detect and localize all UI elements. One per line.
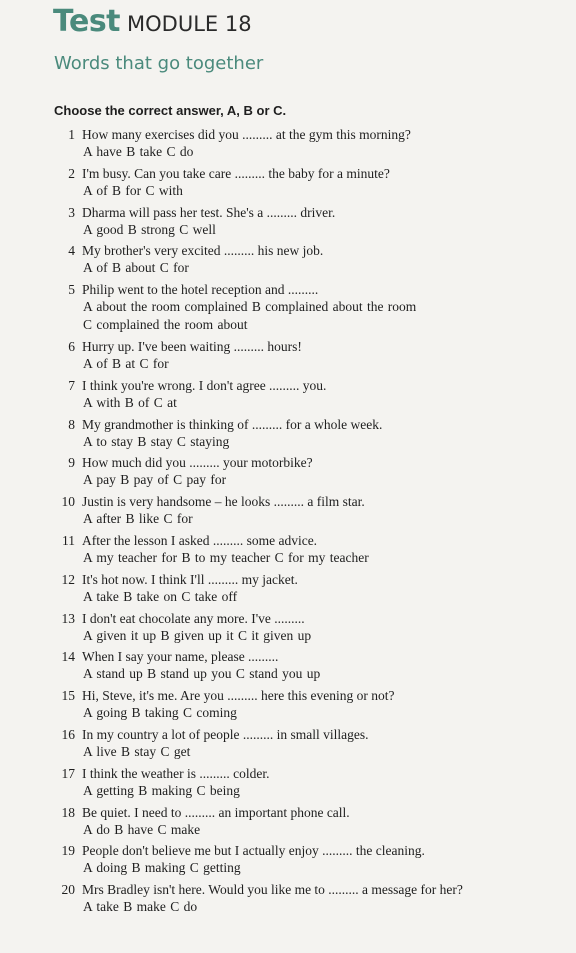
question-item [50, 610, 560, 645]
question-item [50, 242, 560, 277]
question-item [50, 338, 560, 373]
answer-options: A my teacher for B to my teacher C for my teacher [83, 549, 369, 565]
question-text: How much did you ......... your motorbike? [82, 455, 313, 471]
question-number: 16 [61, 726, 75, 742]
question-text: I'm busy. Can you take care ......... the baby for a minute? [82, 165, 390, 181]
answer-options: C complained the room about [83, 317, 248, 333]
question-text: My grandmother is thinking of ......... for a whole week. [82, 416, 383, 432]
answer-options: A with B of C at [83, 394, 177, 410]
question-number: 1 [68, 127, 75, 142]
answer-options: A take B make C do [83, 899, 198, 915]
question-text: Dharma will pass her test. She's a ......... driver. [82, 204, 336, 220]
question-item [50, 377, 560, 412]
question-number: 7 [68, 377, 75, 393]
question-item [50, 842, 560, 877]
answer-options: A of B about C for [83, 260, 189, 276]
question-number: 19 [61, 843, 75, 859]
question-item [50, 165, 560, 200]
question-text: I don't eat chocolate any more. I've ......... [82, 610, 305, 626]
question-text: Philip went to the hotel reception and ......... [82, 282, 319, 298]
question-text: How many exercises did you ......... at the gym this morning? [82, 127, 411, 142]
question-item [50, 726, 560, 761]
answer-options: A after B like C for [83, 511, 193, 527]
title-module: MODULE 18 [127, 12, 252, 36]
question-text: People don't believe me but I actually enjoy ......... the cleaning. [82, 843, 425, 859]
page-title [53, 4, 252, 39]
question-text: When I say your name, please ......... [82, 649, 279, 665]
question-item [50, 281, 560, 334]
answer-options: A getting B making C being [83, 782, 240, 798]
question-text: After the lesson I asked ......... some advice. [82, 532, 318, 548]
question-item [50, 881, 560, 916]
question-number: 18 [61, 804, 75, 820]
question-item [50, 804, 560, 839]
question-number: 12 [61, 571, 75, 587]
question-number: 17 [61, 765, 75, 781]
answer-options: A of B at C for [83, 355, 169, 371]
title-test-word: Test [53, 4, 121, 39]
question-number: 20 [61, 882, 75, 898]
question-item [50, 648, 560, 683]
answer-options: A do B have C make [83, 821, 201, 837]
question-text: I think the weather is ......... colder. [82, 765, 270, 781]
question-text: Hi, Steve, it's me. Are you ......... here this evening or not? [82, 688, 395, 704]
question-text: Justin is very handsome – he looks ......... a film star. [82, 494, 365, 510]
question-item [50, 532, 560, 567]
question-item [50, 571, 560, 606]
question-list [50, 126, 560, 920]
question-text: Hurry up. I've been waiting ......... hours! [82, 338, 302, 354]
answer-options: A to stay B stay C staying [83, 433, 230, 449]
question-item [50, 765, 560, 800]
question-number: 6 [68, 338, 75, 354]
question-number: 13 [61, 610, 75, 626]
answer-options: A take B take on C take off [83, 588, 238, 604]
question-number: 4 [68, 243, 75, 259]
instruction-text: Choose the correct answer, A, B or C. [54, 103, 287, 118]
question-number: 11 [62, 532, 75, 548]
question-item [50, 416, 560, 451]
answer-options: A pay B pay of C pay for [83, 472, 227, 488]
answer-options: A live B stay C get [83, 743, 191, 759]
question-item [50, 126, 560, 161]
question-number: 8 [68, 416, 75, 432]
question-number: 10 [61, 494, 75, 510]
answer-options: A good B strong C well [83, 221, 216, 237]
question-text: It's hot now. I think I'll ......... my jacket. [82, 571, 298, 587]
question-number: 3 [68, 204, 75, 220]
question-number: 14 [61, 649, 75, 665]
page-subtitle: Words that go together [54, 53, 264, 74]
question-number: 5 [68, 282, 75, 298]
answer-options: A doing B making C getting [83, 860, 241, 876]
question-item [50, 204, 560, 239]
answer-options: A have B take C do [83, 144, 194, 159]
question-item [50, 687, 560, 722]
answer-options: A given it up B given up it C it given up [83, 627, 312, 643]
question-number: 15 [61, 688, 75, 704]
answer-options: A of B for C with [83, 182, 183, 198]
answer-options: A about the room complained B complained about the room [83, 299, 417, 315]
question-text: Be quiet. I need to ......... an important phone call. [82, 804, 350, 820]
question-text: I think you're wrong. I don't agree ......... you. [82, 377, 327, 393]
question-text: In my country a lot of people ......... in small villages. [82, 726, 369, 742]
question-number: 9 [68, 455, 75, 471]
question-item [50, 493, 560, 528]
question-number: 2 [68, 165, 75, 181]
question-text: Mrs Bradley isn't here. Would you like me to ......... a message for her? [82, 882, 463, 898]
answer-options: A stand up B stand up you C stand you up [83, 666, 321, 682]
question-item [50, 454, 560, 489]
answer-options: A going B taking C coming [83, 705, 237, 721]
question-text: My brother's very excited ......... his new job. [82, 243, 324, 259]
